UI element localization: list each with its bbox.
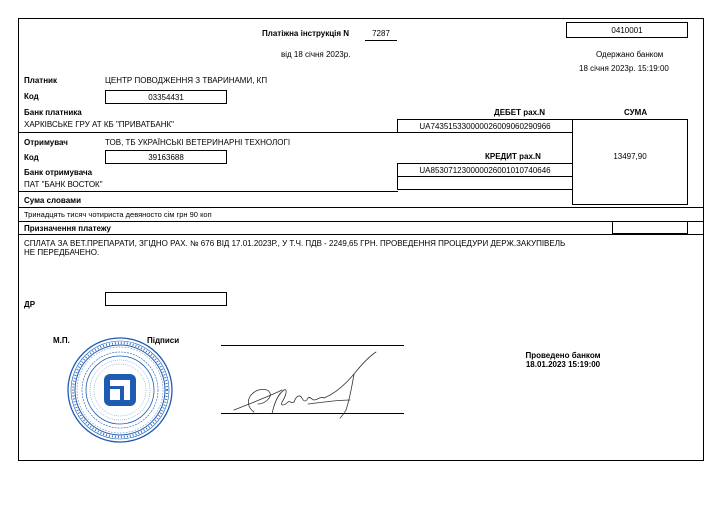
payment-order-form	[18, 18, 704, 461]
purpose-label: Призначення платежу	[24, 224, 112, 233]
recipient-name: ТОВ, ТБ УКРАЇНСЬКІ ВЕТЕРИНАРНІ ТЕХНОЛОГІ	[105, 138, 291, 147]
payer-name: ЦЕНТР ПОВОДЖЕННЯ З ТВАРИНАМИ, КП	[105, 76, 268, 85]
credit-account-box	[397, 163, 573, 177]
recipient-code-box	[105, 150, 227, 164]
handwritten-signature-icon	[224, 346, 389, 426]
processed-date: 18.01.2023 15:19:00	[525, 360, 601, 369]
document-title: Платіжна інструкція N	[262, 29, 350, 38]
amount-words-bottom-line	[19, 221, 703, 222]
payer-code: 03354431	[148, 93, 184, 102]
form-code: 0410001	[611, 26, 643, 35]
debit-account-box	[397, 119, 573, 133]
dr-label: ДР	[24, 300, 36, 309]
recipient-bank: ПАТ "БАНК ВОСТОК"	[24, 180, 103, 189]
payer-bank-line	[19, 132, 398, 133]
amount-box	[572, 119, 688, 205]
recipient-label: Отримувач	[24, 138, 68, 147]
credit-extra-box	[397, 176, 573, 190]
received-date: 18 січня 2023р. 15:19:00	[579, 64, 669, 73]
recipient-bank-line	[19, 191, 398, 192]
debit-account: UA743515330000026009060290966	[419, 122, 551, 131]
payer-bank: ХАРКІВСЬКЕ ГРУ АТ КБ "ПРИВАТБАНК"	[24, 120, 174, 129]
form-code-box	[566, 22, 688, 38]
credit-label: КРЕДИТ рах.N	[485, 152, 541, 161]
amount-words-label: Сума словами	[24, 196, 82, 205]
purpose-top-line	[19, 234, 703, 235]
amount-value: 13497,90	[613, 152, 647, 161]
recipient-code-label: Код	[24, 153, 39, 162]
stamp-label: М.П.	[53, 336, 70, 345]
amount-words-value: Тринадцять тисяч чотириста девяносто сім грн 90 коп	[24, 210, 212, 219]
amount-words-top-line	[19, 207, 703, 208]
credit-account: UA853071230000026001010740646	[419, 166, 551, 175]
purpose-line-1: СПЛАТА ЗА ВЕТ.ПРЕПАРАТИ, ЗГІДНО РАХ. № 676 ВІД 17.01.2023Р., У Т.Ч. ПДВ - 2249,65 ГРН. ПРОВЕДЕННЯ ПРОЦЕДУРИ ДЕРЖ.ЗАКУПІВЕЛЬ	[24, 239, 566, 248]
debit-label: ДЕБЕТ рах.N	[494, 108, 546, 117]
document-number: 7287	[365, 29, 397, 41]
recipient-bank-label: Банк отримувача	[24, 168, 93, 177]
bank-seal-icon	[49, 337, 191, 443]
purpose-side-box	[612, 221, 688, 234]
received-label: Одержано банком	[596, 50, 664, 59]
signatures-label: Підписи	[147, 336, 180, 345]
payer-code-label: Код	[24, 92, 39, 101]
payer-label: Платник	[24, 76, 57, 85]
recipient-code: 39163688	[148, 153, 184, 162]
dr-box	[105, 292, 227, 306]
processed-label: Проведено банком	[525, 351, 601, 360]
document-date: від 18 січня 2023р.	[281, 50, 351, 59]
payer-code-box	[105, 90, 227, 104]
purpose-line-2: НЕ ПЕРЕДБАЧЕНО.	[24, 248, 100, 257]
amount-label: СУМА	[624, 108, 648, 117]
payer-bank-label: Банк платника	[24, 108, 82, 117]
